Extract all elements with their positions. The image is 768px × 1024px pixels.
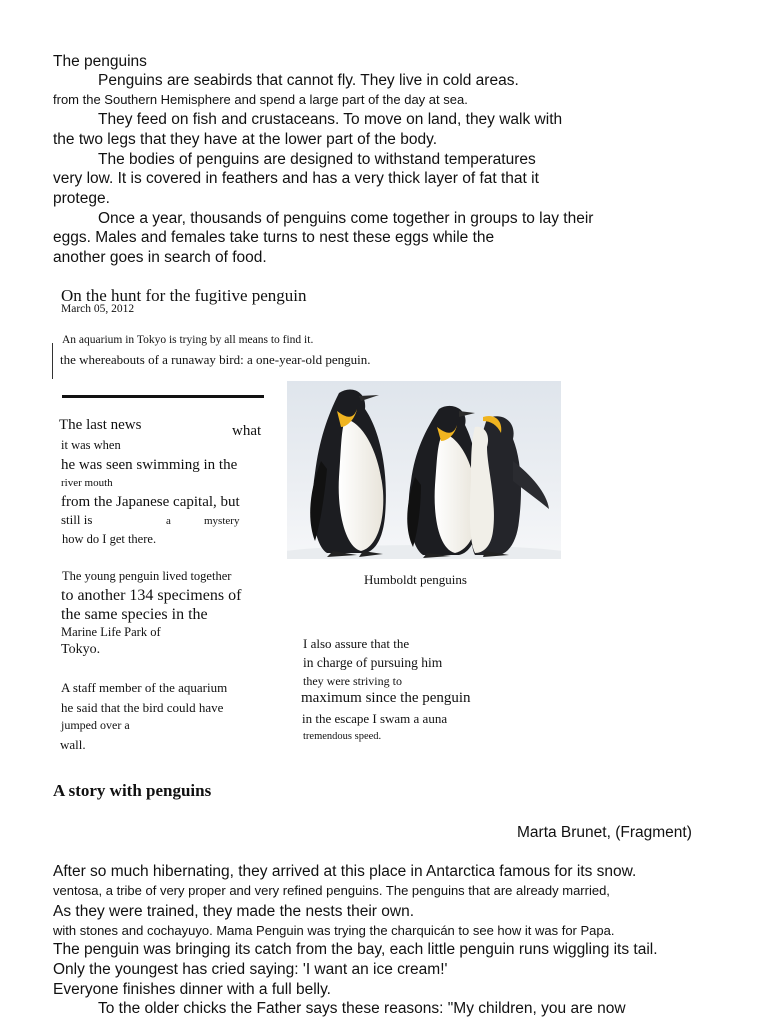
news-text: to another 134 specimens of (61, 587, 242, 604)
paragraph-line: from the Southern Hemisphere and spend a large part of the day at sea. (53, 92, 468, 107)
news-text: still is (61, 512, 93, 527)
paragraph-line: They feed on fish and crustaceans. To move on land, they walk with (98, 111, 563, 128)
news-text: the same species in the (61, 606, 208, 623)
news-text: jumped over a (61, 718, 130, 732)
news-text: tremendous speed. (303, 731, 382, 742)
paragraph-line: eggs. Males and females take turns to nest these eggs while the (53, 229, 495, 246)
news-text: mystery (204, 515, 240, 527)
news-text: maximum since the penguin (301, 690, 471, 706)
news-text: a (166, 515, 171, 527)
news-headline: On the hunt for the fugitive penguin (61, 286, 307, 305)
news-text: The young penguin lived together (62, 569, 232, 583)
photo-caption: Humboldt penguins (364, 572, 467, 587)
paragraph-line: Once a year, thousands of penguins come together in groups to lay their (98, 210, 594, 227)
divider-rule (62, 395, 264, 398)
paragraph-line: protege. (53, 190, 110, 207)
news-text: I also assure that the (303, 636, 410, 651)
news-text: from the Japanese capital, but (61, 494, 240, 510)
story-title: A story with penguins (53, 781, 212, 800)
story-line: As they were trained, they made the nests their own. (53, 903, 414, 920)
news-text: he was seen swimming in the (61, 457, 238, 473)
paragraph-line: Penguins are seabirds that cannot fly. They live in cold areas. (98, 72, 519, 89)
news-text: he said that the bird could have (61, 700, 224, 715)
penguins-photo (287, 381, 561, 559)
news-text: in the escape I swam a auna (302, 711, 448, 726)
margin-bar (52, 343, 53, 379)
paragraph-line: the two legs that they have at the lower part of the body. (53, 131, 438, 148)
news-text: what (232, 423, 262, 439)
story-line: After so much hibernating, they arrived at this place in Antarctica famous for its snow. (53, 863, 637, 880)
news-text: river mouth (61, 477, 113, 489)
news-text: The last news (59, 417, 142, 433)
news-text: A staff member of the aquarium (61, 680, 228, 695)
news-text: it was when (61, 438, 121, 452)
news-text: how do I get there. (62, 532, 157, 546)
story-line: Only the youngest has cried saying: 'I want an ice cream!' (53, 961, 448, 978)
story-line: with stones and cochayuyo. Mama Penguin was trying the charquicán to see how it was for Papa. (53, 923, 615, 938)
news-intro: the whereabouts of a runaway bird: a one-year-old penguin. (60, 352, 371, 367)
paragraph-line: another goes in search of food. (53, 249, 267, 266)
news-text: wall. (60, 737, 86, 752)
paragraph-line: very low. It is covered in feathers and has a very thick layer of fat that it (53, 170, 539, 187)
news-text: Marine Life Park of (61, 625, 161, 639)
article-title: The penguins (53, 53, 147, 70)
story-author: Marta Brunet, (Fragment) (517, 824, 692, 841)
news-intro: An aquarium in Tokyo is trying by all means to find it. (62, 334, 314, 346)
story-line: The penguin was bringing its catch from the bay, each little penguin runs wiggling its tail. (53, 941, 658, 958)
news-text: Tokyo. (61, 642, 101, 657)
story-line: ventosa, a tribe of very proper and very refined penguins. The penguins that are already married, (53, 883, 610, 898)
story-line: Everyone finishes dinner with a full belly. (53, 981, 331, 998)
news-date: March 05, 2012 (61, 303, 135, 315)
paragraph-line: The bodies of penguins are designed to withstand temperatures (98, 151, 536, 168)
story-line: To the older chicks the Father says these reasons: "My children, you are now (98, 1000, 626, 1017)
news-text: in charge of pursuing him (303, 655, 443, 670)
news-text: they were striving to (303, 674, 402, 688)
